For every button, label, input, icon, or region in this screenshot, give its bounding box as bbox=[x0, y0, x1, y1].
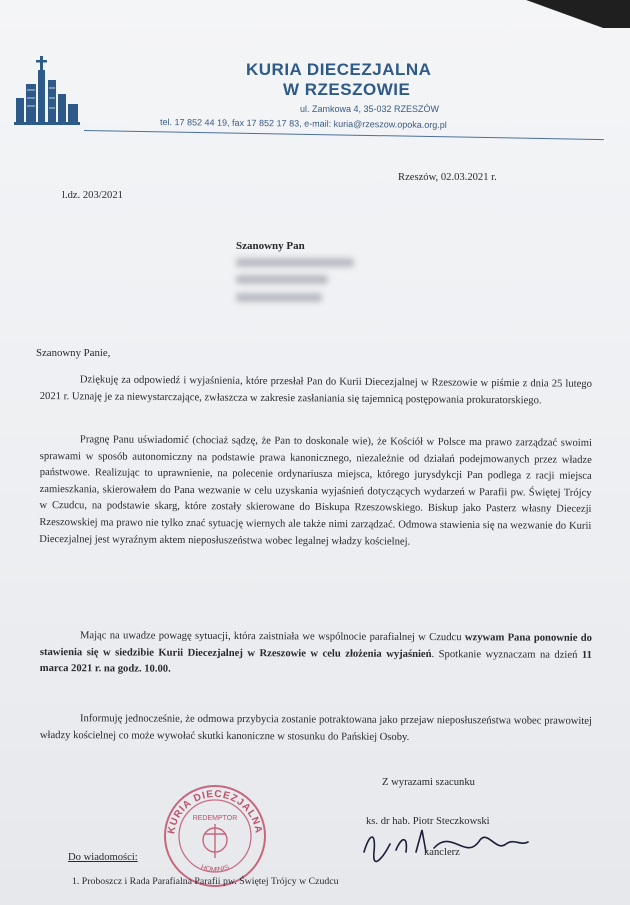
header-title-line1: KURIA DIECEZJALNA bbox=[246, 60, 432, 79]
closing-phrase: Z wyrazami szacunku bbox=[382, 777, 475, 788]
meeting-date: 11 marca 2021 r. na godz. 10.00. bbox=[39, 649, 592, 675]
paragraph-4: Informuję jednocześnie, że odmowa przybycia zostanie potraktowana jako przejaw nieposłuszeństwa wobec prawowitej władzy kościelnej co może wywołać skutki kanoniczne w stosunku do Pańskiej Osoby. bbox=[39, 713, 592, 743]
paragraph-3: Mając na uwadze powagę sytuacji, która zaistniała we wspólnocie parafialnej w Czudcu wzywam Pana ponownie do stawienia się w siedzibie Kurii Diecezjalnej w Rzeszowie w celu złożenia wyjaśnień. Spotkanie wyznaczam na dzień 11 marca 2021 r. na godz. 10.00. bbox=[39, 630, 592, 675]
header-contact: tel. 17 852 44 19, fax 17 852 17 83, e-mail: kuria@rzeszow.opoka.org.pl bbox=[159, 117, 447, 131]
curia-logo-icon bbox=[12, 50, 82, 130]
signer-title: kanclerz bbox=[424, 847, 460, 858]
header-address: ul. Zamkowa 4, 35-032 RZESZÓW bbox=[300, 104, 440, 114]
cc-label: Do wiadomości: bbox=[68, 852, 138, 863]
header-title-line2: W RZESZOWIE bbox=[283, 80, 411, 99]
svg-text:KURIA DIECEZJALNA: KURIA DIECEZJALNA bbox=[166, 788, 264, 835]
header-divider bbox=[84, 130, 604, 140]
redacted-addressee-city bbox=[236, 293, 322, 302]
summons-text: wzywam Pana ponownie do stawienia się w siedzibie Kurii Diecezjalnej w Rzeszowie w celu złożenia wyjaśnień bbox=[39, 632, 592, 660]
greeting: Szanowny Panie, bbox=[36, 347, 111, 359]
handwritten-signature bbox=[356, 822, 536, 868]
paragraph-1: Dziękuję za odpowiedź i wyjaśnienia, które przesłał Pan do Kurii Diecezjalnej w Rzeszowie w piśmie z dnia 25 lutego 2021 r. Uznaję je za niewystarczające, zwłaszcza w zakresie zasłaniania się tajemnicą postępowania prokuratorskiego. bbox=[39, 374, 592, 406]
signer-name: ks. dr hab. Piotr Steczkowski bbox=[366, 816, 490, 827]
letter-date: Rzeszów, 02.03.2021 r. bbox=[398, 172, 497, 183]
svg-text:HOMINIS: HOMINIS bbox=[199, 863, 231, 874]
cc-recipient-1: 1. Proboszcz i Rada Parafialna Parafii pw. Świętej Trójcy w Czudcu bbox=[72, 876, 339, 887]
diocesan-seal-stamp bbox=[160, 780, 270, 890]
svg-text:REDEMPTOR: REDEMPTOR bbox=[192, 815, 238, 822]
background-edge bbox=[520, 0, 630, 28]
redacted-addressee-street bbox=[236, 275, 328, 284]
addressee-salutation: Szanowny Pan bbox=[236, 240, 305, 252]
reference-number: l.dz. 203/2021 bbox=[62, 190, 123, 201]
redacted-addressee-name bbox=[236, 258, 354, 267]
paragraph-2: Pragnę Panu uświadomić (chociaż sądzę, że Pan to doskonale wie), że Kościół w Polsce ma prawo zarządzać swoimi sprawami w sposób autonomiczny na podstawie prawa kanonicznego, niezależnie od działań podejmowanych przez władze państwowe. Realizując to uprawnienie, na polecenie ordynariusza miejsca, którego jurysdykcji Pan podlega z racji miejsca zamieszkania, skierowałem do Pana wezwanie w celu uzyskania wyjaśnień dotyczących wydarzeń w Parafii pw. Świętej Trójcy w Czudcu, na podstawie skarg, które zostały skierowane do Biskupa Rzeszowskiego. Biskup jako Pasterz własny Diecezji Rzeszowskiej ma prawo nie tylko znać sytuację wiernych ale także nimi zarządzać. Odmowa stawienia się na wezwanie do Kurii Diecezjalnej jest wyraźnym aktem nieposłuszeństwa wobec legalnej władzy kościelnej. bbox=[39, 434, 592, 548]
